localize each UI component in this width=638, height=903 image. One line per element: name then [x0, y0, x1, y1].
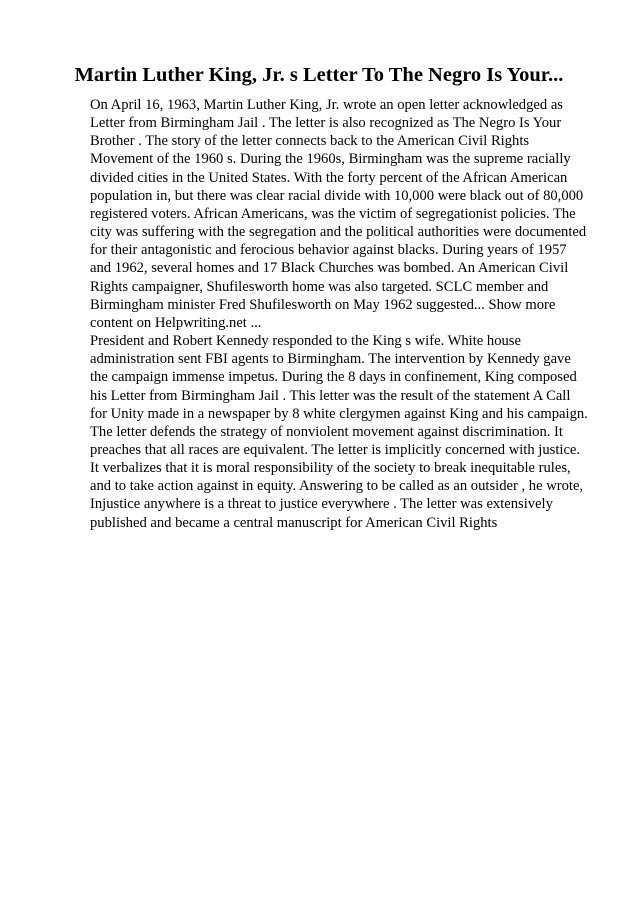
text-line: Letter from Birmingham Jail . The letter is also recognized as The Negro Is Your: [90, 115, 562, 132]
text-line: It verbalizes that it is moral responsibility of the society to break inequitable rules,: [90, 460, 571, 477]
text-line: and to take action against in equity. Answering to be called as an outsider , he wrote,: [90, 478, 584, 495]
text-line: registered voters. African Americans, was the victim of segregationist policies. The: [90, 205, 576, 222]
document-title: Martin Luther King, Jr. s Letter To The Negro Is Your...: [74, 64, 564, 86]
text-line: divided cities in the United States. With the forty percent of the African American: [90, 169, 568, 186]
text-line: Injustice anywhere is a threat to justice everywhere . The letter was extensively: [90, 496, 553, 513]
text-line: President and Robert Kennedy responded to the King s wife. White house: [90, 333, 521, 350]
paragraph-1: [90, 96, 590, 332]
text-line: and 1962, several homes and 17 Black Churches was bombed. An American Civil: [90, 260, 569, 277]
text-line: Rights campaigner, Shufilesworth home was also targeted. SCLC member and: [90, 278, 549, 295]
text-line: Movement of the 1960 s. During the 1960s, Birmingham was the supreme racially: [90, 151, 571, 168]
text-line: The letter defends the strategy of nonviolent movement against discrimination. It: [90, 423, 563, 440]
text-line: published and became a central manuscript for American Civil Rights: [90, 514, 498, 531]
text-line: population in, but there was clear racial divide with 10,000 were black out of 80,000: [90, 187, 584, 204]
text-line: Birmingham minister Fred Shufilesworth on May 1962 suggested... Show more: [90, 296, 556, 313]
document-body: [90, 96, 590, 532]
text-line: for their antagonistic and ferocious behavior against blacks. During years of 1957: [90, 242, 567, 259]
text-line: his Letter from Birmingham Jail . This letter was the result of the statement A Call: [90, 387, 571, 404]
text-line: On April 16, 1963, Martin Luther King, Jr. wrote an open letter acknowledged as: [90, 97, 563, 113]
text-line: the campaign immense impetus. During the 8 days in confinement, King composed: [90, 369, 577, 386]
text-line: Brother . The story of the letter connects back to the American Civil Rights: [90, 133, 530, 150]
text-line: content on Helpwriting.net ...: [90, 314, 262, 331]
text-line: for Unity made in a newspaper by 8 white clergymen against King and his campaign.: [90, 405, 588, 422]
paragraph-2: [90, 332, 590, 532]
text-line: preaches that all races are equivalent. The letter is implicitly concerned with justice.: [90, 441, 581, 458]
text-line: city was suffering with the segregation and the political authorities were documented: [90, 224, 587, 241]
text-line: administration sent FBI agents to Birmingham. The intervention by Kennedy gave: [90, 351, 571, 368]
